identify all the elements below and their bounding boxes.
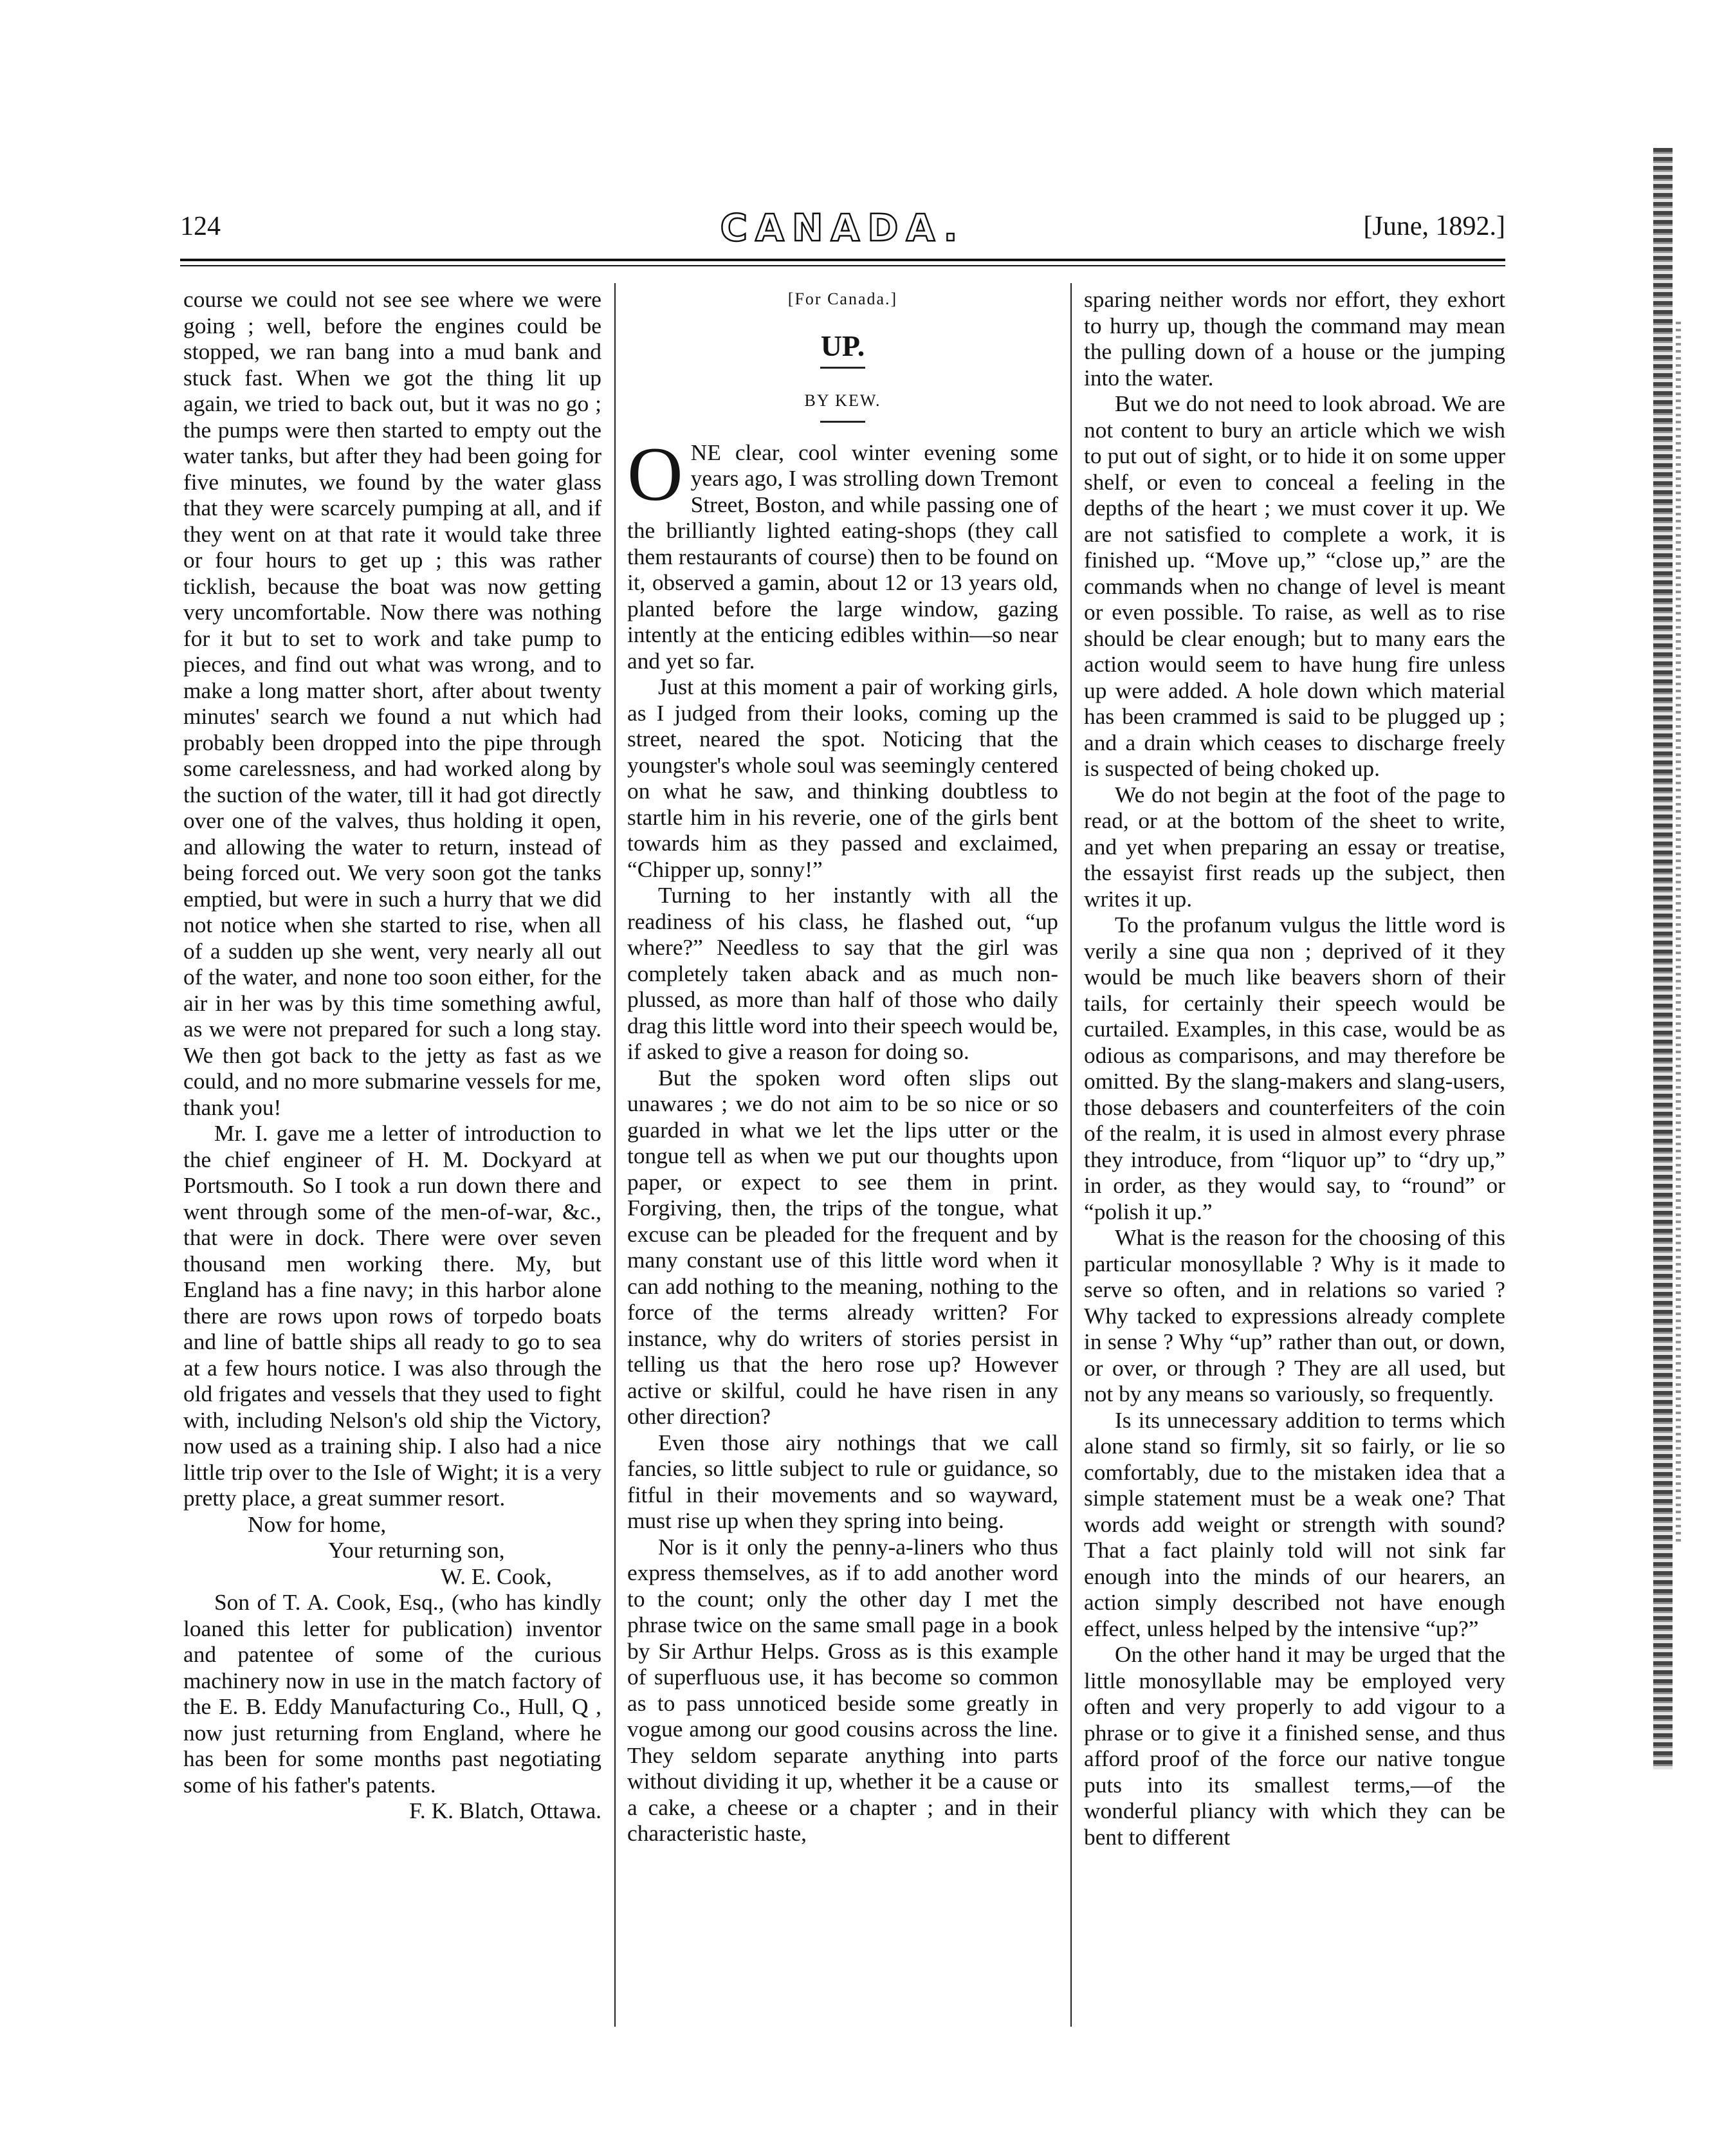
column-divider-1	[614, 283, 616, 2027]
letter-note: Son of T. A. Cook, Esq., (who has kindly loaned this letter for publication) inventor and patentee of some of the curious machinery now in use in the match factory of the E. B. Eddy Manufacturing Co., Hull, Q , now just returning from England, where he has been for some months past negotiating some of his father's patents.	[183, 1589, 601, 1798]
article-paragraph-3: Turning to her instantly with all the readiness of his class, he flashed out, “up where?” Needless to say that the girl was completely taken aback and as much non-plussed, as more than half of those who daily drag this little word into their speech would be, if asked to give a reason for doing so.	[627, 882, 1058, 1064]
column-divider-2	[1070, 283, 1072, 2027]
article-paragraph-12: Is its unnecessary addition to terms which alone stand so firmly, sit so fairly, or lie so comfortably, due to the mistaken idea that a simple statement must be a weak one? That words add weight or strength with sound? That a fact plainly told will not sink far enough into the minds of our hearers, an action simply described not have enough effect, unless helped by the intensive “up?”	[1084, 1406, 1505, 1641]
column-1	[183, 286, 601, 1824]
article-paragraph-9: We do not begin at the foot of the page to read, or at the bottom of the sheet to write, and yet when preparing an essay or treatise, the essayist first reads up the subject, then writes it up.	[1084, 781, 1505, 912]
letter-paragraph-1: course we could not see see where we were going ; well, before the engines could be stopped, we ran bang into a mud bank and stuck fast. When we got the thing lit up again, we tried to back out, but it was no go ; the pumps were then started to empty out the water tanks, but after they had been going for five minutes, we found by the water glass that they were scarcely pumping at all, and if they went on at that rate it would take three or four hours to get up ; this was rather ticklish, because the boat was now getting very uncomfortable. Now there was nothing for it but to set to work and take pump to pieces, and find out what was wrong, and to make a long matter short, after about twenty minutes' search we found a nut which had probably been dropped into the pipe through some carelessness, and had worked along by the suction of the water, till it had got directly over one of the valves, thus holding it open, and allowing the water to return, instead of being forced out. We very soon got the tanks emptied, but were in such a hurry that we did not notice when she started to rise, when all of a sudden up she went, very nearly all out of the water, and none too soon either, for the air in her was by this time something awful, as we were not prepared for such a long stay. We then got back to the jetty as fast as we could, and no more submarine vessels for me, thank you!	[183, 286, 601, 1120]
article-kicker: [For Canada.]	[787, 290, 898, 308]
article-paragraph-2: Just at this moment a pair of working girls, as I judged from their looks, coming up the street, neared the spot. Noticing that the youngster's whole soul was seemingly centered on what he saw, and thinking doubtless to startle him in his reverie, one of the girls bent towards him as they passed and exclaimed, “Chipper up, sonny!”	[627, 674, 1058, 882]
header-rule-bottom	[180, 265, 1505, 266]
article-paragraph-5: Even those airy nothings that we call fancies, so little subject to rule or guidance, so fitful in their movements and so wayward, must rise up when they spring into being.	[627, 1429, 1058, 1533]
article-paragraph-10: To the profanum vulgus the little word is verily a sine qua non ; deprived of it they would be much like beavers shorn of their tails, for certainly their speech would be curtailed. Examples, in this case, would be as odious as comparisons, and may therefore be omitted. By the slang-makers and slang-users, those debasers and counterfeiters of the coin of the realm, it is used in almost every phrase they introduce, from “liquor up” to “dry up,” in order, as they would say, to “round” or “polish it up.”	[1084, 912, 1505, 1224]
drop-cap: O	[627, 430, 683, 517]
masthead-title: CANADA.	[720, 206, 966, 250]
letter-closing-2: Your returning son,	[328, 1537, 505, 1563]
letter-signature: W. E. Cook,	[441, 1563, 552, 1589]
article-paragraph-1-text: NE clear, cool winter evening some years ago, I was strolling down Tremont Street, Boston, and while passing one of the brilliantly lighted eating-shops (they call them restaurants of course) then to be found on it, observed a gamin, about 12 or 13 years old, planted before the large window, gazing intently at the enticing edibles within—so near and yet so far.	[627, 439, 1058, 674]
page-header	[180, 206, 1505, 257]
article-paragraph-4: But the spoken word often slips out unawares ; we do not aim to be so nice or so guarded in what we let the lips utter or the tongue tell as when we put our thoughts upon paper, or expect to see them in print. Forgiving, then, the trips of the tongue, what excuse can be pleaded for the frequent and by many constant use of this little word when it can add nothing to the meaning, nothing to the force of the terms already written? For instance, why do writers of stories persist in telling us that the hero rose up? However active or skilful, could he have risen in any other direction?	[627, 1064, 1058, 1429]
scan-edge-marks	[1676, 322, 1681, 1544]
article-paragraph-11: What is the reason for the choosing of this particular monosyllable ? Why is it made to serve so often, and in relations so varied ? Why tacked to expressions already complete in sense ? Why “up” rather than out, or down, or over, or through ? They are all used, but not by any means so variously, so frequently.	[1084, 1224, 1505, 1406]
title-rule	[820, 367, 865, 369]
letter-contributor: F. K. Blatch, Ottawa.	[409, 1798, 601, 1823]
article-byline: BY KEW.	[804, 391, 881, 410]
header-rule-top	[180, 259, 1505, 261]
article-paragraph-8: But we do not need to look abroad. We are not content to bury an article which we wish to put out of sight, or to hide it on some upper shelf, or even to conceal a feeling in the depths of the heart ; we must cover it up. We are not satisfied to complete a work, it is finished up. “Move up,” “close up,” are the commands when no change of level is meant or even possible. To raise, as well as to rise should be clear enough; but to many ears the action would seem to have hung fire unless up were added. A hole down which material has been crammed is said to be plugged up ; and a drain which ceases to discharge freely is suspected of being choked up.	[1084, 391, 1505, 781]
column-3	[1084, 286, 1505, 1850]
page-number: 124	[180, 212, 221, 241]
scan-edge-shadow	[1653, 148, 1673, 1769]
letter-closing-1: Now for home,	[248, 1511, 387, 1537]
article-paragraph-1	[627, 430, 1058, 674]
article-title: UP.	[820, 329, 865, 362]
article-paragraph-7: sparing neither words nor effort, they exhort to hurry up, though the command may mean the pulling down of a house or the jumping into the water.	[1084, 286, 1505, 391]
column-2	[627, 286, 1058, 1847]
letter-paragraph-2: Mr. I. gave me a letter of introduction to the chief engineer of H. M. Dockyard at Portsmouth. So I took a run down there and went through some of the men-of-war, &c., that were in dock. There were over seven thousand men working there. My, but England has a fine navy; in this harbor alone there are rows upon rows of torpedo boats and line of battle ships all ready to go to sea at a few hours notice. I was also through the old frigates and vessels that they used to fight with, including Nelson's old ship the Victory, now used as a training ship. I also had a nice little trip over to the Isle of Wight; it is a very pretty place, a great summer resort.	[183, 1120, 601, 1511]
article-paragraph-6: Nor is it only the penny-a-liners who thus express themselves, as if to add another word to the count; only the other day I met the phrase twice on the same small page in a book by Sir Arthur Helps. Gross as is this example of superfluous use, it has become so common as to pass unnoticed beside some greatly in vogue among our good cousins across the line. They seldom separate anything into parts without dividing it up, whether it be a cause or a cake, a cheese or a chapter ; and in their characteristic haste,	[627, 1533, 1058, 1846]
issue-date: [June, 1892.]	[1363, 212, 1505, 241]
article-paragraph-13: On the other hand it may be urged that the little monosyllable may be employed very often and very properly to add vigour to a phrase or to give it a finished sense, and thus afford proof of the force our native tongue puts into its smallest terms,—of the wonderful pliancy with which they can be bent to different	[1084, 1641, 1505, 1850]
byline-rule	[820, 421, 865, 423]
